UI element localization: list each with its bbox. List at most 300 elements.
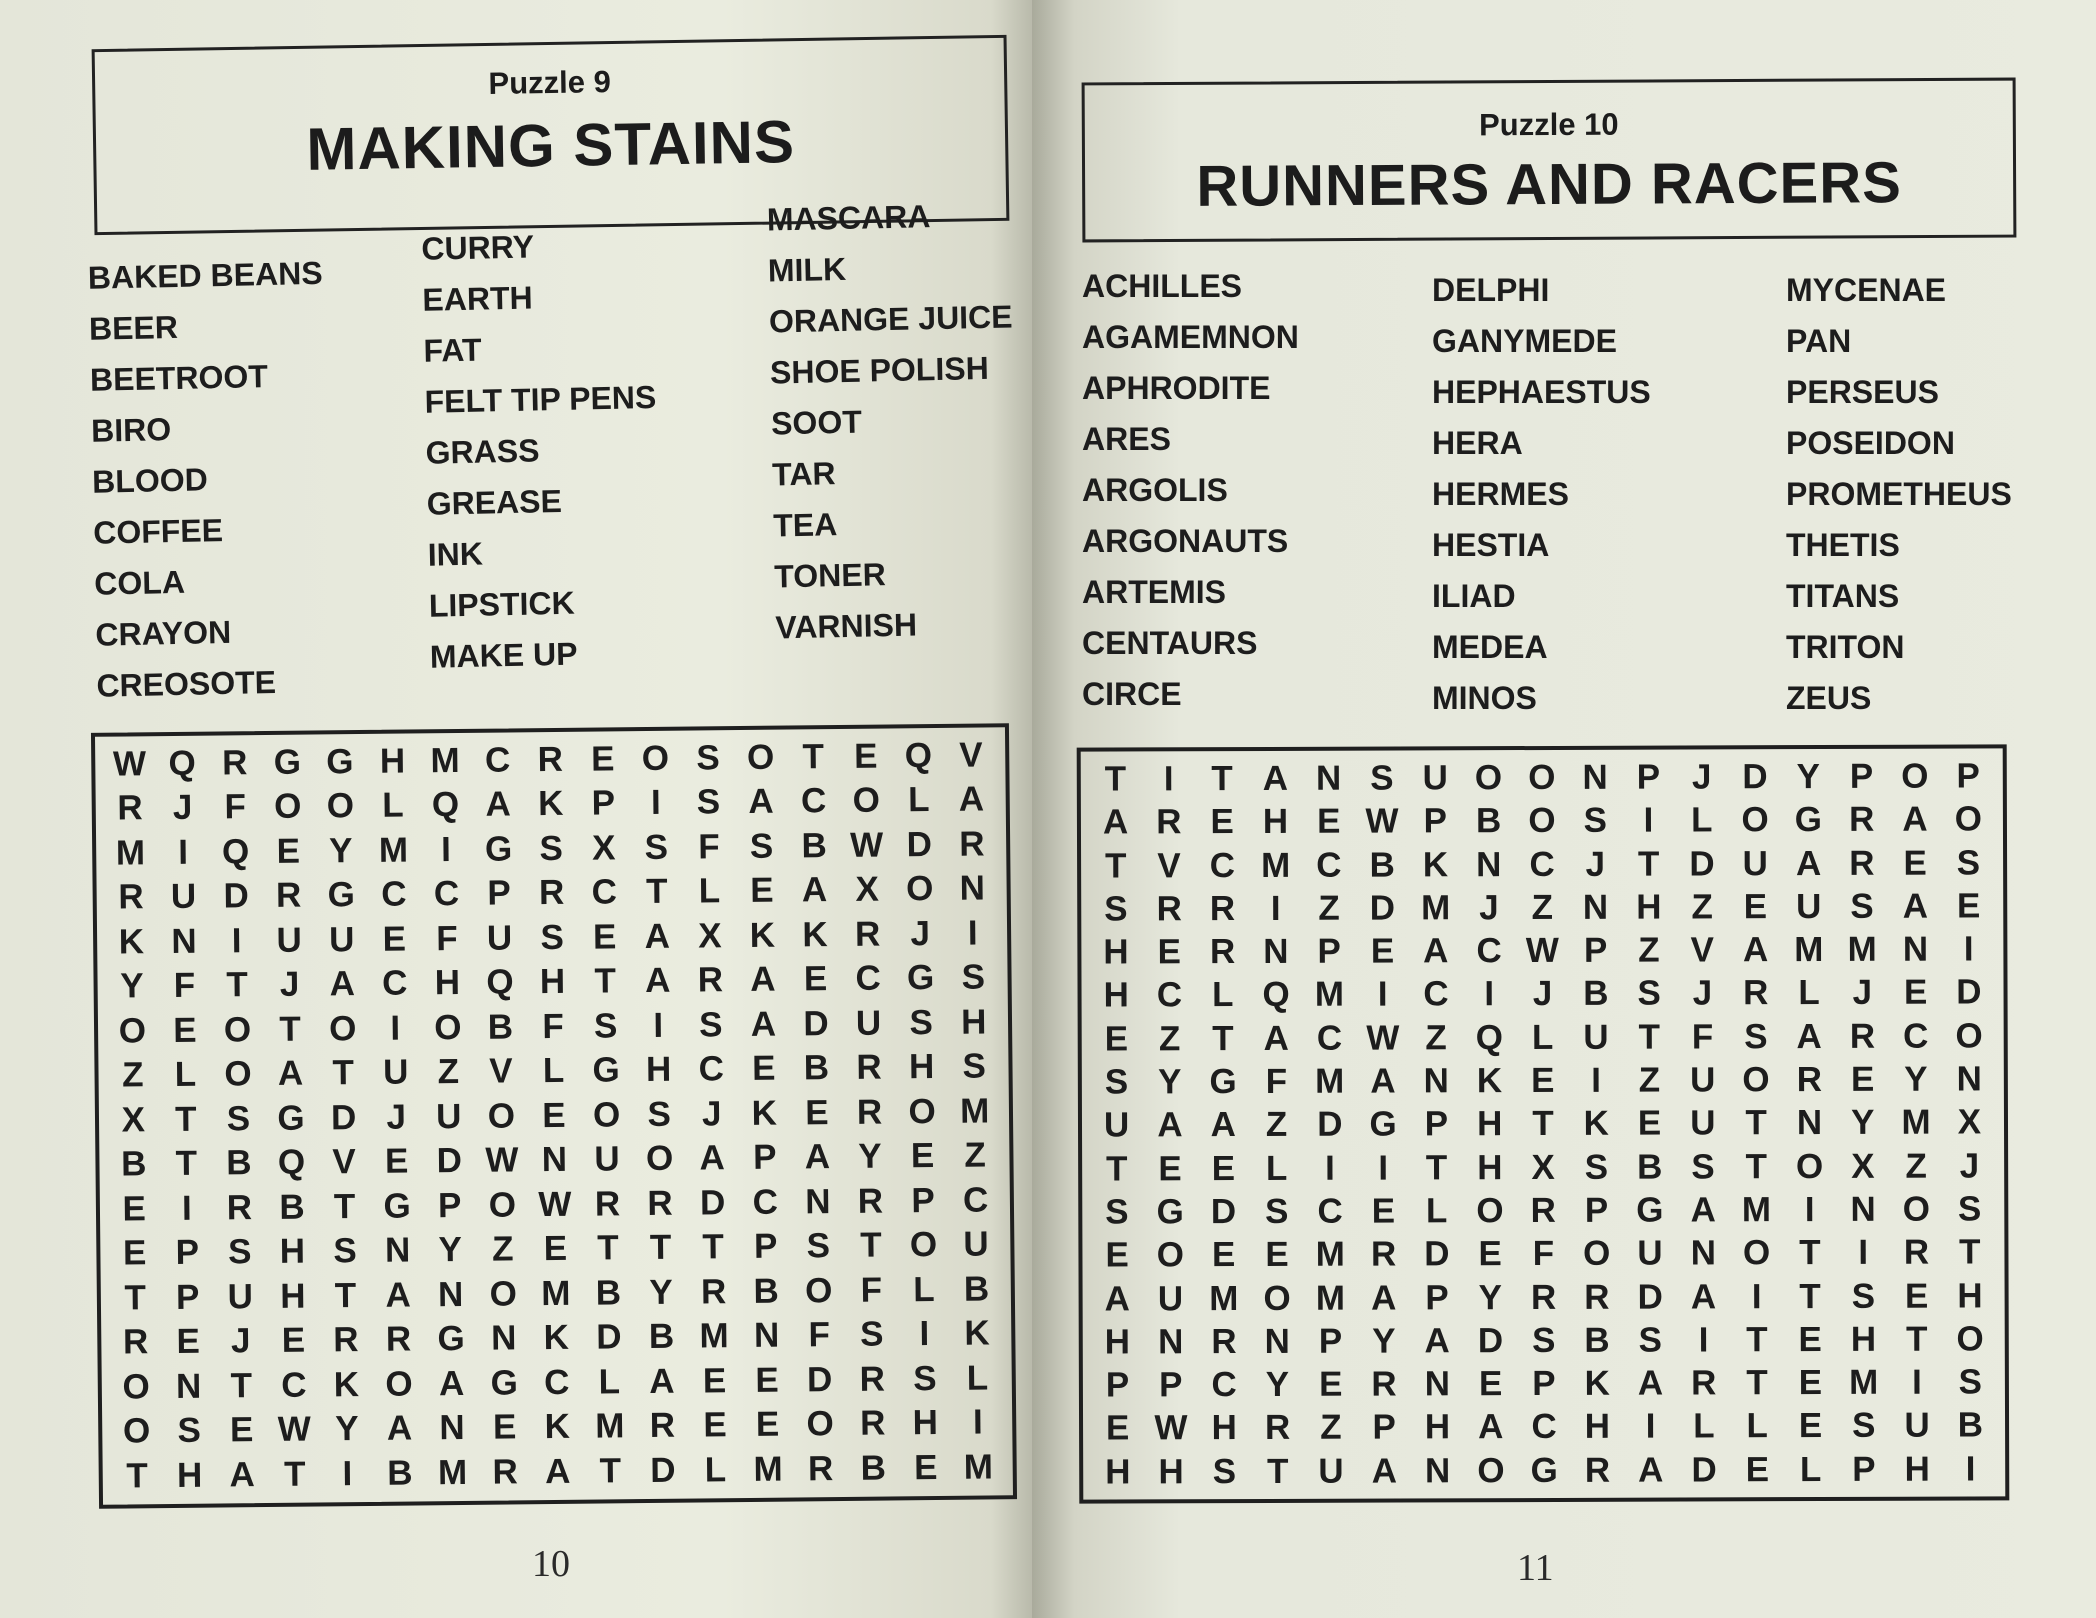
grid-letter: N <box>1264 1321 1290 1361</box>
grid-letter: Y <box>328 831 353 871</box>
word-item: BLOOD <box>91 461 209 500</box>
grid-letter: E <box>755 1404 780 1444</box>
grid-letter: O <box>645 1138 674 1179</box>
grid-letter: R <box>697 960 724 1000</box>
grid-letter: C <box>1209 845 1236 885</box>
grid-row <box>1081 754 2003 800</box>
right-page <box>1032 0 2096 1618</box>
grid-letter: T <box>283 1454 306 1494</box>
grid-letter: L <box>1798 973 1820 1013</box>
word-item: TEA <box>772 506 838 544</box>
grid-letter: O <box>1477 1450 1505 1490</box>
grid-letter: O <box>641 738 670 779</box>
grid-letter: O <box>1474 758 1503 798</box>
grid-letter: O <box>746 737 775 777</box>
grid-letter: H <box>1584 1407 1611 1447</box>
grid-letter: O <box>1954 799 1982 839</box>
grid-letter: Y <box>120 966 144 1006</box>
grid-letter: O <box>1795 1146 1824 1186</box>
grid-letter: E <box>703 1405 727 1445</box>
grid-letter: E <box>1370 931 1395 971</box>
grid-letter: U <box>1422 758 1448 798</box>
grid-letter: U <box>435 1096 462 1136</box>
grid-letter: U <box>382 1052 409 1093</box>
grid-letter: X <box>1851 1146 1875 1186</box>
grid-letter: O <box>1955 1016 1983 1056</box>
grid-letter: C <box>855 958 881 999</box>
grid-letter: M <box>1315 1061 1345 1101</box>
grid-letter: I <box>1163 759 1174 799</box>
grid-letter: Z <box>1691 887 1713 927</box>
grid-letter: W <box>1366 1018 1400 1058</box>
grid-letter: B <box>753 1271 780 1311</box>
grid-letter: H <box>1477 1147 1503 1187</box>
grid-letter: S <box>1957 1189 1982 1229</box>
grid-letter: A <box>386 1408 413 1448</box>
grid-letter: P <box>1317 931 1341 971</box>
grid-letter: G <box>1530 1450 1558 1490</box>
grid-letter: F <box>542 1006 564 1046</box>
grid-letter: U <box>1795 886 1822 926</box>
grid-letter: K <box>1422 844 1449 884</box>
word-item: ARGONAUTS <box>1082 523 1289 559</box>
grid-letter: G <box>327 875 356 915</box>
grid-letter: S <box>1956 843 1981 883</box>
grid-letter: B <box>801 826 827 866</box>
grid-letter: B <box>860 1448 887 1488</box>
word-item: TONER <box>773 556 887 595</box>
grid-letter: C <box>381 874 407 915</box>
word-item: GANYMEDE <box>1432 323 1617 359</box>
grid-letter: E <box>122 1188 147 1229</box>
grid-letter: Z <box>1318 888 1340 928</box>
word-item: LIPSTICK <box>428 584 575 624</box>
grid-letter: S <box>1850 886 1874 926</box>
grid-letter: L <box>1693 1406 1715 1446</box>
grid-letter: Y <box>1850 1103 1875 1143</box>
grid-row <box>1083 1360 2005 1406</box>
grid-letter: R <box>1849 1016 1876 1056</box>
grid-letter: N <box>1424 1364 1451 1404</box>
grid-letter: P <box>911 1180 935 1220</box>
grid-letter: K <box>749 915 776 955</box>
grid-letter: U <box>594 1139 620 1179</box>
grid-letter: R <box>1584 1277 1610 1317</box>
grid-letter: Q <box>431 785 460 825</box>
grid-letter: C <box>1529 844 1555 884</box>
grid-letter: O <box>1902 1189 1931 1229</box>
grid-letter: L <box>598 1361 621 1402</box>
grid-letter: P <box>1372 1407 1396 1448</box>
grid-letter: E <box>492 1407 517 1447</box>
grid-letter: R <box>275 876 302 916</box>
grid-letter: R <box>1156 889 1182 929</box>
grid-letter: L <box>1691 800 1713 840</box>
grid-letter: O <box>434 1007 462 1048</box>
grid-letter: A <box>1370 1061 1396 1101</box>
grid-letter: T <box>645 872 668 912</box>
grid-letter: N <box>1476 844 1502 884</box>
grid-letter: D <box>436 1141 463 1181</box>
grid-letter: R <box>856 1047 882 1088</box>
grid-letter: G <box>1369 1104 1397 1144</box>
grid-letter: P <box>1318 1321 1343 1361</box>
grid-letter: R <box>538 873 565 913</box>
grid-letter: D <box>806 1359 833 1399</box>
grid-letter: C <box>280 1365 307 1405</box>
grid-letter: A <box>644 961 671 1001</box>
grid-letter: I <box>919 1314 930 1354</box>
grid-letter: A <box>750 1004 777 1044</box>
grid-letter: U <box>276 920 303 960</box>
grid-letter: H <box>1904 1449 1930 1489</box>
grid-letter: R <box>1849 843 1875 883</box>
page-number: 11 <box>1517 1547 1554 1589</box>
grid-letter: A <box>1263 1018 1289 1058</box>
word-item: CENTAURS <box>1082 625 1258 661</box>
grid-letter: T <box>1959 1232 1981 1272</box>
grid-letter: T <box>333 1186 356 1227</box>
grid-letter: W <box>1365 801 1399 841</box>
grid-letter: N <box>384 1230 411 1270</box>
grid-letter: R <box>1371 1364 1397 1404</box>
grid-letter: I <box>342 1453 353 1493</box>
grid-letter: O <box>328 1008 357 1049</box>
grid-letter: F <box>1532 1234 1555 1274</box>
grid-letter: M <box>753 1449 783 1489</box>
grid-letter: C <box>433 874 460 914</box>
grid-letter: N <box>171 921 197 961</box>
grid-letter: W <box>277 1409 312 1449</box>
grid-letter: T <box>174 1099 197 1139</box>
grid-letter: C <box>1531 1407 1557 1447</box>
word-item: FAT <box>423 331 482 369</box>
grid-letter: I <box>967 913 978 953</box>
word-item: MINOS <box>1432 680 1537 716</box>
grid-letter: A <box>544 1451 571 1491</box>
grid-letter: A <box>1796 1016 1822 1056</box>
grid-letter: S <box>1691 1147 1715 1187</box>
grid-letter: I <box>1751 1276 1762 1316</box>
grid-letter: B <box>387 1453 413 1493</box>
grid-letter: Z <box>1158 1019 1181 1059</box>
grid-letter: T <box>599 1450 622 1491</box>
grid-letter: A <box>329 964 356 1004</box>
puzzle-label: Puzzle 10 <box>1478 106 1619 143</box>
grid-letter: O <box>1742 1060 1770 1100</box>
grid-letter: S <box>333 1231 357 1271</box>
grid-letter: W <box>485 1140 519 1180</box>
grid-letter: Q <box>1262 975 1290 1015</box>
word-item: SOOT <box>770 403 863 442</box>
grid-letter: P <box>175 1277 200 1317</box>
puzzle-label: Puzzle 9 <box>488 64 612 101</box>
grid-letter: S <box>1637 974 1661 1014</box>
grid-letter: C <box>800 781 827 821</box>
grid-letter: R <box>226 1187 253 1228</box>
grid-letter: M <box>1209 1278 1239 1318</box>
grid-letter: R <box>1584 1450 1611 1490</box>
grid-letter: S <box>961 957 986 998</box>
grid-letter: D <box>1637 1277 1663 1317</box>
grid-letter: V <box>1157 845 1181 885</box>
grid-letter: S <box>540 917 565 958</box>
grid-letter: T <box>1746 1363 1768 1403</box>
grid-letter: R <box>700 1271 727 1312</box>
grid-letter: O <box>122 1366 150 1407</box>
grid-letter: J <box>1585 844 1606 884</box>
grid-letter: Z <box>1905 1146 1927 1186</box>
left-page <box>0 0 1032 1618</box>
grid-letter: I <box>1591 1060 1602 1100</box>
grid-letter: O <box>804 1270 833 1311</box>
grid-letter: N <box>175 1366 202 1406</box>
grid-letter: R <box>1156 802 1182 842</box>
grid-letter: C <box>1156 975 1183 1015</box>
grid-letter: K <box>333 1364 360 1404</box>
grid-letter: M <box>959 1091 990 1131</box>
grid-letter: S <box>226 1098 251 1139</box>
grid-letter: T <box>702 1227 725 1267</box>
grid-row <box>1081 841 2003 887</box>
grid-letter: R <box>854 914 881 954</box>
grid-letter: O <box>1528 757 1556 798</box>
grid-letter: N <box>1424 1451 1451 1491</box>
grid-letter: O <box>122 1411 151 1451</box>
grid-letter: A <box>1102 802 1129 842</box>
grid-letter: S <box>647 1094 672 1134</box>
puzzle-title: RUNNERS AND RACERS <box>1196 150 1903 219</box>
grid-letter: D <box>1210 1192 1237 1232</box>
grid-letter: L <box>913 1269 935 1309</box>
grid-letter: R <box>537 739 564 780</box>
grid-letter: N <box>753 1315 780 1356</box>
grid-letter: E <box>702 1360 727 1401</box>
grid-letter: R <box>807 1448 834 1488</box>
word-item: AGAMEMNON <box>1082 319 1299 355</box>
grid-letter: A <box>1423 931 1449 971</box>
grid-letter: N <box>439 1408 465 1448</box>
grid-letter: Q <box>168 743 196 784</box>
grid-letter: M <box>115 833 146 873</box>
grid-letter: I <box>1965 1449 1976 1489</box>
grid-letter: S <box>1370 758 1394 798</box>
grid-letter: C <box>484 740 511 780</box>
grid-letter: Y <box>1478 1277 1503 1317</box>
grid-letter: R <box>385 1319 412 1359</box>
grid-letter: S <box>696 738 720 778</box>
grid-letter: O <box>1741 800 1769 840</box>
grid-letter: R <box>1211 1321 1237 1361</box>
grid-letter: T <box>230 1365 253 1405</box>
grid-letter: S <box>1104 889 1128 929</box>
grid-letter: S <box>1212 1451 1237 1491</box>
puzzle-title: MAKING STAINS <box>305 108 796 183</box>
grid-row <box>1083 1404 2005 1450</box>
grid-letter: K <box>543 1317 570 1358</box>
grid-letter: T <box>649 1227 672 1268</box>
grid-letter: S <box>962 1046 987 1086</box>
grid-letter: R <box>594 1184 621 1224</box>
grid-letter: T <box>802 737 825 777</box>
grid-letter: J <box>910 913 931 954</box>
grid-letter: H <box>1105 1452 1131 1492</box>
grid-letter: C <box>698 1049 725 1089</box>
grid-letter: P <box>175 1232 200 1273</box>
grid-letter: H <box>1158 1451 1184 1492</box>
grid-letter: S <box>177 1410 202 1451</box>
grid-letter: H <box>176 1455 203 1495</box>
grid-letter: J <box>1959 1146 1980 1186</box>
grid-letter: R <box>333 1320 359 1360</box>
grid-letter: E <box>853 736 878 776</box>
grid-letter: Z <box>1425 1018 1447 1058</box>
grid-letter: D <box>699 1182 726 1223</box>
grid-letter: R <box>859 1403 886 1443</box>
grid-letter: I <box>1698 1320 1709 1360</box>
grid-letter: U <box>1318 1451 1344 1491</box>
grid-letter: E <box>1904 1276 1929 1316</box>
grid-letter: Y <box>1904 1059 1928 1099</box>
grid-letter: U <box>1637 1233 1663 1273</box>
grid-letter: H <box>1476 1104 1503 1144</box>
grid-letter: J <box>279 965 300 1005</box>
grid-letter: Q <box>277 1142 306 1183</box>
grid-letter: E <box>1318 1364 1343 1404</box>
grid-letter: P <box>1852 1449 1876 1489</box>
grid-letter: B <box>1583 974 1609 1014</box>
grid-letter: M <box>1315 1278 1346 1318</box>
grid-letter: J <box>230 1321 251 1361</box>
word-item: HERMES <box>1432 476 1569 512</box>
grid-letter: E <box>1105 1235 1129 1275</box>
grid-letter: E <box>1316 801 1341 842</box>
grid-letter: D <box>1689 843 1715 884</box>
grid-letter: E <box>382 919 407 959</box>
grid-letter: P <box>1159 1365 1183 1405</box>
grid-row <box>1082 1057 2004 1103</box>
grid-letter: B <box>226 1143 252 1183</box>
grid-letter: E <box>1104 1019 1129 1059</box>
grid-letter: O <box>1476 1191 1504 1231</box>
grid-letter: U <box>1583 1017 1609 1057</box>
grid-letter: G <box>437 1319 465 1359</box>
grid-letter: O <box>1742 1233 1771 1273</box>
grid-row <box>1082 1231 2004 1277</box>
grid-letter: A <box>1902 799 1928 840</box>
grid-letter: R <box>1370 1234 1397 1274</box>
grid-letter: A <box>801 870 828 910</box>
word-list <box>1082 268 2072 728</box>
grid-letter: S <box>1852 1406 1876 1446</box>
grid-letter: E <box>1371 1191 1396 1231</box>
grid-letter: C <box>1903 1016 1929 1056</box>
word-item: CREOSOTE <box>96 663 277 704</box>
word-item: BIRO <box>90 411 172 449</box>
word-item: EARTH <box>422 279 534 318</box>
word-item: GRASS <box>425 432 540 471</box>
grid-letter: V <box>332 1142 356 1182</box>
grid-letter: R <box>859 1359 886 1399</box>
grid-letter: V <box>1690 930 1715 970</box>
word-item: TRITON <box>1786 629 1905 665</box>
grid-letter: I <box>1858 1233 1869 1273</box>
grid-letter: S <box>1584 1147 1609 1187</box>
grid-letter: I <box>1484 974 1495 1014</box>
grid-letter: C <box>1317 1191 1343 1231</box>
grid-letter: E <box>122 1233 147 1273</box>
grid-letter: N <box>1315 758 1342 798</box>
grid-letter: E <box>1478 1364 1503 1404</box>
grid-letter: M <box>963 1446 994 1487</box>
grid-letter: G <box>273 742 302 782</box>
grid-letter: A <box>750 960 776 1000</box>
grid-letter: E <box>1158 1148 1182 1188</box>
word-item: POSEIDON <box>1786 425 1955 461</box>
grid-letter: M <box>430 740 460 781</box>
grid-letter: C <box>1316 1018 1343 1058</box>
grid-letter: C <box>962 1180 989 1220</box>
grid-letter: A <box>229 1454 256 1494</box>
grid-letter: A <box>277 1053 304 1094</box>
grid-letter: T <box>124 1277 147 1318</box>
grid-letter: T <box>226 965 248 1005</box>
grid-letter: A <box>1902 886 1928 926</box>
word-item: PAN <box>1786 323 1852 359</box>
grid-letter: I <box>1804 1189 1815 1230</box>
word-item: THETIS <box>1786 527 1900 563</box>
grid-letter: A <box>1104 1278 1130 1319</box>
grid-letter: A <box>385 1275 411 1315</box>
grid-letter: P <box>437 1185 462 1225</box>
grid-letter: X <box>591 828 616 868</box>
grid-letter: E <box>1743 887 1768 927</box>
grid-letter: H <box>1104 1322 1131 1362</box>
grid-letter: N <box>1796 1103 1823 1143</box>
grid-letter: M <box>1420 888 1451 928</box>
word-item: MILK <box>767 250 847 289</box>
grid-letter: I <box>440 830 452 870</box>
grid-letter: M <box>1847 930 1877 970</box>
grid-letter: G <box>326 742 354 782</box>
grid-letter: C <box>591 872 618 912</box>
grid-letter: M <box>378 830 409 870</box>
grid-letter: I <box>390 1008 401 1048</box>
grid-letter: J <box>1532 974 1553 1014</box>
grid-letter: O <box>1901 756 1929 796</box>
grid-letter: J <box>1692 973 1713 1013</box>
grid-letter: T <box>597 1228 619 1268</box>
grid-letter: B <box>279 1187 305 1227</box>
grid-letter: S <box>227 1232 252 1272</box>
grid-letter: R <box>221 743 248 783</box>
grid-letter: Y <box>649 1272 673 1312</box>
grid-letter: N <box>1157 1322 1184 1362</box>
grid-letter: Z <box>1638 930 1660 970</box>
grid-letter: X <box>121 1100 146 1140</box>
grid-letter: H <box>1424 1407 1451 1447</box>
grid-letter: S <box>1638 1320 1663 1360</box>
grid-letter: R <box>647 1183 673 1223</box>
grid-letter: R <box>649 1405 676 1446</box>
grid-letter: Y <box>438 1230 463 1270</box>
grid-letter: O <box>118 1011 147 1051</box>
grid-letter: L <box>1531 1017 1554 1057</box>
word-item: BEER <box>88 308 179 347</box>
grid-letter: E <box>1265 1235 1289 1275</box>
grid-letter: G <box>1209 1062 1237 1102</box>
word-item: INK <box>427 535 484 573</box>
